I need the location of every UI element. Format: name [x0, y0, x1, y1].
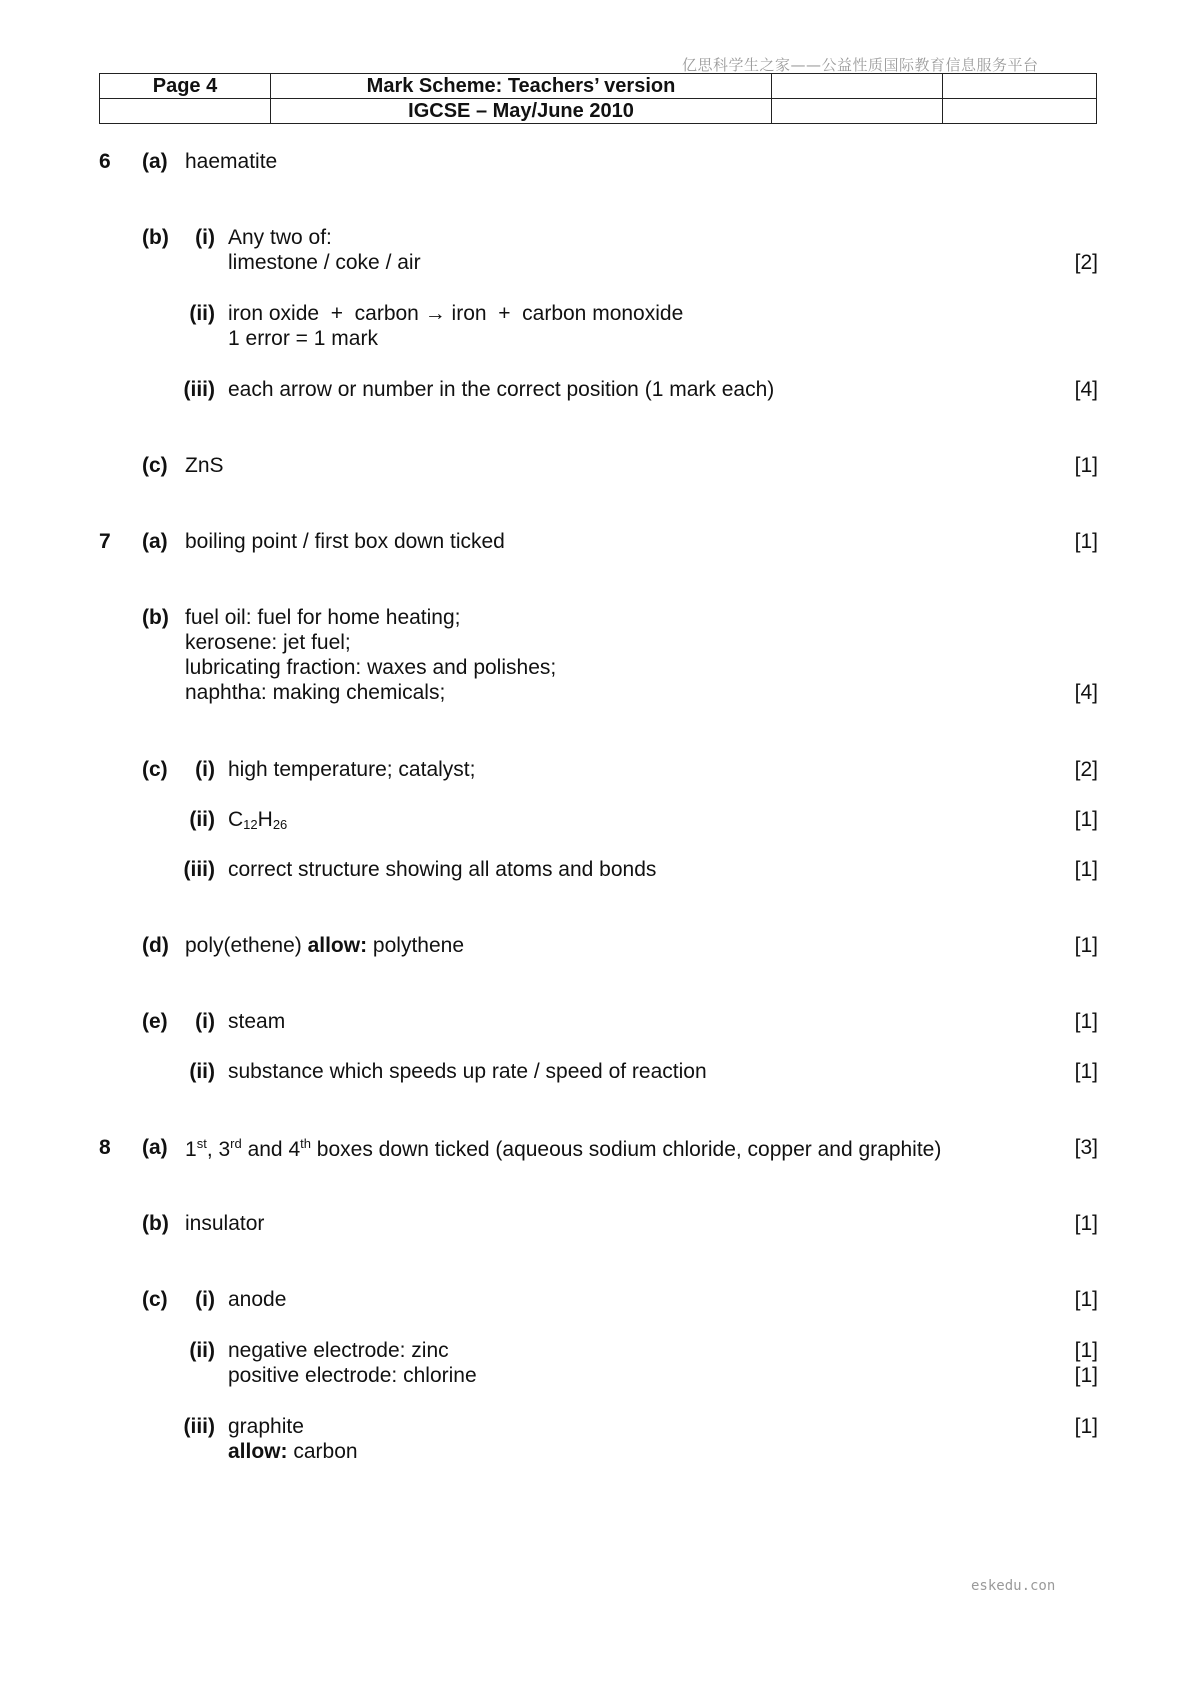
chemical-formula	[228, 808, 287, 832]
ordinal-suffix: th	[300, 1136, 311, 1151]
subpart-label: (i)	[195, 758, 215, 781]
mark: [3]	[1074, 1136, 1098, 1159]
page-title: Mark Scheme: Teachers’ version	[271, 74, 772, 99]
answer-text: limestone / coke / air	[228, 251, 421, 274]
watermark-bottom: eskedu.con	[971, 1578, 1056, 1594]
subpart-label: (iii)	[183, 1415, 215, 1438]
subpart-label: (i)	[195, 1010, 215, 1033]
answer-text: each arrow or number in the correct position (1 mark each)	[228, 378, 775, 401]
question-number: 7	[99, 530, 111, 553]
answer-fragment: boxes down ticked (aqueous sodium chloride, copper and graphite)	[310, 1138, 942, 1161]
answer-fragment: 1	[185, 1138, 197, 1161]
part-label: (b)	[142, 606, 169, 629]
answer-text: graphite	[228, 1415, 304, 1438]
formula-element: C	[228, 808, 244, 831]
header-empty-cell	[772, 74, 943, 99]
answer-text: Any two of:	[228, 226, 332, 249]
answer-text: boiling point / first box down ticked	[185, 530, 505, 553]
answer-fragment: poly(ethene)	[185, 934, 308, 957]
mark: [1]	[1074, 1212, 1098, 1235]
answer-text	[185, 934, 464, 958]
answer-line: lubricating fraction: waxes and polishes;	[185, 656, 557, 679]
answer-text: anode	[228, 1288, 287, 1311]
answer-text: iron oxide + carbon → iron + carbon monoxide	[228, 302, 684, 325]
mark: [1]	[1074, 858, 1098, 881]
answer-line: kerosene: jet fuel;	[185, 631, 351, 654]
formula-subscript: 26	[272, 817, 288, 832]
page-number: Page 4	[100, 74, 271, 99]
answer-text: positive electrode: chlorine	[228, 1364, 477, 1387]
formula-element: H	[257, 808, 273, 831]
ordinal-suffix: st	[196, 1136, 207, 1151]
allow-label: allow:	[307, 934, 368, 957]
part-label: (a)	[142, 150, 168, 173]
mark: [1]	[1074, 530, 1098, 553]
answer-fragment: carbon	[287, 1440, 358, 1463]
subpart-label: (i)	[195, 1288, 215, 1311]
mark: [4]	[1074, 378, 1098, 401]
mark: [1]	[1074, 454, 1098, 477]
question-number: 8	[99, 1136, 111, 1159]
answer-text: steam	[228, 1010, 286, 1033]
subpart-label: (ii)	[189, 302, 215, 325]
answer-text: insulator	[185, 1212, 265, 1235]
formula-subscript: 12	[243, 817, 258, 832]
answer-fragment: polythene	[367, 934, 465, 957]
mark: [1]	[1074, 1288, 1098, 1311]
ordinal-suffix: rd	[230, 1136, 242, 1151]
header-empty-cell	[943, 99, 1097, 124]
part-label: (c)	[142, 454, 168, 477]
mark: [2]	[1074, 251, 1098, 274]
part-label: (e)	[142, 1010, 168, 1033]
answer-text: haematite	[185, 150, 278, 173]
part-label: (b)	[142, 1212, 169, 1235]
allow-label: allow:	[228, 1440, 288, 1463]
subpart-label: (iii)	[183, 378, 215, 401]
answer-text: negative electrode: zinc	[228, 1339, 449, 1362]
subpart-label: (i)	[195, 226, 215, 249]
part-label: (d)	[142, 934, 169, 957]
answer-text: ZnS	[185, 454, 224, 477]
header-table	[99, 73, 1097, 124]
mark: [1]	[1074, 808, 1098, 831]
answer-text	[185, 1136, 941, 1162]
part-label: (b)	[142, 226, 169, 249]
question-number: 6	[99, 150, 111, 173]
mark: [1]	[1074, 934, 1098, 957]
subpart-label: (ii)	[189, 808, 215, 831]
mark: [1]	[1074, 1339, 1098, 1362]
mark: [1]	[1074, 1010, 1098, 1033]
mark: [1]	[1074, 1364, 1098, 1387]
answer-text: 1 error = 1 mark	[228, 327, 378, 350]
watermark-top: 亿思科学生之家——公益性质国际教育信息服务平台	[682, 56, 1039, 74]
answer-text	[228, 1440, 358, 1464]
mark: [1]	[1074, 1060, 1098, 1083]
mark: [2]	[1074, 758, 1098, 781]
header-empty-cell	[943, 74, 1097, 99]
part-label: (a)	[142, 1136, 168, 1159]
answer-text: substance which speeds up rate / speed of reaction	[228, 1060, 707, 1083]
answer-fragment: and 4	[241, 1138, 301, 1161]
mark: [1]	[1074, 1415, 1098, 1438]
answer-text: correct structure showing all atoms and bonds	[228, 858, 657, 881]
part-label: (c)	[142, 758, 168, 781]
subpart-label: (ii)	[189, 1060, 215, 1083]
answer-fragment: , 3	[206, 1138, 231, 1161]
header-empty-cell	[772, 99, 943, 124]
answer-line: fuel oil: fuel for home heating;	[185, 606, 461, 629]
page-subtitle: IGCSE – May/June 2010	[271, 99, 772, 124]
subpart-label: (ii)	[189, 1339, 215, 1362]
subpart-label: (iii)	[183, 858, 215, 881]
answer-text: high temperature; catalyst;	[228, 758, 476, 781]
mark: [4]	[1074, 681, 1098, 704]
part-label: (a)	[142, 530, 168, 553]
part-label: (c)	[142, 1288, 168, 1311]
answer-line: naphtha: making chemicals;	[185, 681, 446, 704]
header-empty-cell	[100, 99, 271, 124]
